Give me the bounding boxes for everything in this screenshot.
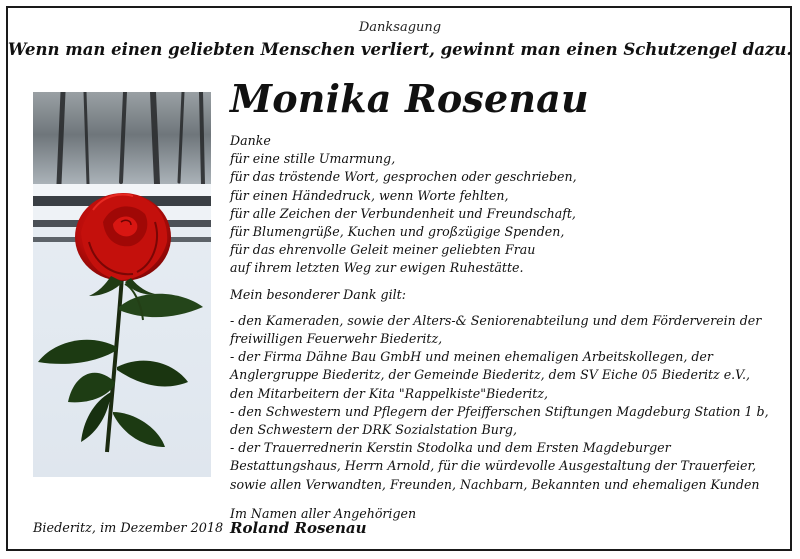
special-thanks-line: Bestattungshaus, Herrn Arnold, für die würdevolle Ausgestaltung der Trauerfeier, bbox=[230, 458, 757, 474]
closing-line: Im Namen aller Angehörigen bbox=[230, 505, 417, 521]
signer-name: Roland Rosenau bbox=[230, 519, 367, 537]
rose-photo bbox=[33, 92, 211, 477]
notice-quote: Wenn man einen geliebten Menschen verliert, gewinnt man einen Schutzengel dazu. bbox=[7, 40, 793, 59]
special-thanks-line: - den Schwestern und Pflegern der Pfeifferschen Stiftungen Magdeburg Station 1 b, bbox=[230, 403, 769, 419]
deceased-name: Monika Rosenau bbox=[230, 76, 589, 121]
thanks-line: für alle Zeichen der Verbundenheit und Freundschaft, bbox=[230, 205, 576, 221]
place-date: Biederitz, im Dezember 2018 bbox=[33, 521, 224, 536]
special-thanks-line: den Mitarbeitern der Kita "Rappelkiste"Biederitz, bbox=[230, 385, 548, 401]
special-thanks-line: - der Firma Dähne Bau GmbH und meinen ehemaligen Arbeitskollegen, der bbox=[230, 349, 713, 365]
thanks-line: für eine stille Umarmung, bbox=[230, 151, 396, 167]
special-thanks-line: - den Kameraden, sowie der Alters-& Seniorenabteilung und dem Förderverein der bbox=[230, 312, 762, 328]
special-thanks-line: Anglergruppe Biederitz, der Gemeinde Biederitz, dem SV Eiche 05 Biederitz e.V., bbox=[230, 367, 751, 383]
thanks-line: für das ehrenvolle Geleit meiner geliebten Frau bbox=[230, 242, 536, 258]
thanks-line: für einen Händedruck, wenn Worte fehlten, bbox=[230, 187, 509, 203]
rose-image-icon bbox=[33, 92, 211, 477]
special-thanks-heading: Mein besonderer Dank gilt: bbox=[230, 286, 406, 302]
thanks-intro: Danke bbox=[230, 133, 271, 148]
thanks-line: für Blumengrüße, Kuchen und großzügige Spenden, bbox=[230, 224, 565, 240]
thanks-line: auf ihrem letzten Weg zur ewigen Ruhestätte. bbox=[230, 260, 524, 276]
special-thanks-line: freiwilligen Feuerwehr Biederitz, bbox=[230, 331, 443, 347]
special-thanks-line: - der Trauerrednerin Kerstin Stodolka und dem Ersten Magdeburger bbox=[230, 440, 671, 456]
thanks-line: für das tröstende Wort, gesprochen oder geschrieben, bbox=[230, 169, 577, 185]
thanks-text bbox=[230, 132, 770, 523]
special-thanks-line: sowie allen Verwandten, Freunden, Nachbarn, Bekannten und ehemaligen Kunden bbox=[230, 476, 760, 492]
notice-heading: Danksagung bbox=[358, 20, 442, 35]
special-thanks-line: den Schwestern der DRK Sozialstation Burg, bbox=[230, 422, 517, 438]
